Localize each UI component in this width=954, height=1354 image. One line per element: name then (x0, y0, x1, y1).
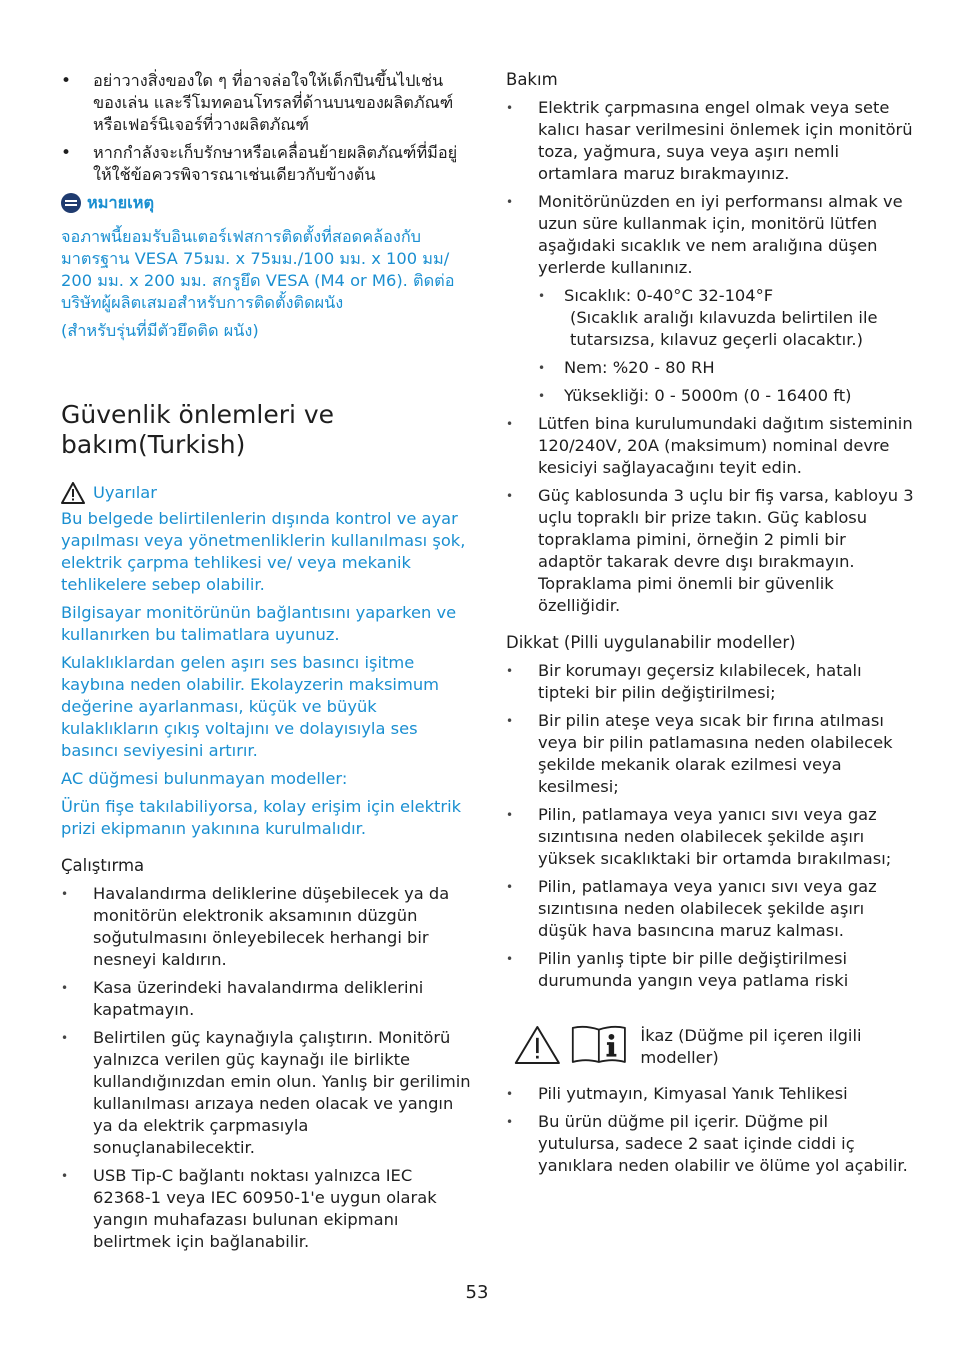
list-item: • Bir korumayı geçersiz kılabilecek, hatalı tipteki bir pilin değiştirilmesi; (506, 660, 914, 704)
right-column (506, 70, 914, 1183)
warnings-label: Uyarılar (93, 483, 157, 502)
operation-heading: Çalıştırma (61, 856, 145, 875)
warning-paragraph: Ürün fişe takılabiliyorsa, kolay erişim için elektrik prizi ekipmanın yakınına kurulmalıdır. (61, 797, 462, 838)
warning-triangle-icon (514, 1022, 561, 1068)
note-text: จอภาพนี้ยอมรับอินเตอร์เฟสการติดตั้งที่สอดคล้องกับมาตรฐาน VESA 75มม. x 75มม./100 มม. x 100 มม/ 200 มม. x 200 มม. สกรูยึด VESA (M4 or M6). ติดต่อบริษัทผู้ผลิตเสมอสำหรับการติดตั้งติดผนัง (61, 227, 455, 312)
list-item: • Pilin yanlış tipte bir pille değiştirilmesi durumunda yangın veya patlama riski (506, 948, 914, 992)
list-item: • USB Tip-C bağlantı noktası yalnızca IEC 62368-1 veya IEC 60950-1'e uygun olarak yangın muhafazası bulunan ekipmanı belirtmek için bağlanabilir. (61, 1165, 473, 1253)
operation-list (61, 883, 473, 1253)
sublist-item-humidity: • Nem: %20 - 80 RH (538, 357, 914, 379)
list-item: • หากกำลังจะเก็บรักษาหรือเคลื่อนย้ายผลิตภัณฑ์ที่มีอยู่ ให้ใช้ข้อควรพิจารณาเช่นเดียวกับข้างต้น (61, 142, 473, 186)
list-item: • Monitörünüzden en iyi performansı almak ve uzun süre kullanmak için, monitörü lütfen aşağıdaki sıcaklık ve nem aralığına düşen yerlerde kullanınız. (506, 191, 914, 279)
list-item: • Bu ürün düğme pil içerir. Düğme pil yutulursa, sadece 2 saat içinde ciddi iç yanıklara neden olabilir ve ölüme yol açabilir. (506, 1111, 914, 1177)
warning-paragraph: AC düğmesi bulunmayan modeller: (61, 769, 348, 788)
manual-info-icon (571, 1022, 627, 1066)
left-column (61, 70, 473, 1259)
list-item: • Kasa üzerindeki havalandırma deliklerini kapatmayın. (61, 977, 473, 1021)
page-number: 53 (465, 1282, 489, 1303)
maintenance-list-continued (506, 413, 914, 617)
ikaz-list (506, 1083, 914, 1177)
note-subtext: (สำหรับรุ่นที่มีตัวยึดติด ผนัง) (61, 321, 259, 340)
warning-triangle-icon (61, 482, 85, 504)
note-label: หมายเหตุ (87, 193, 155, 212)
maintenance-list (506, 97, 914, 279)
list-item: • อย่าวางสิ่งของใด ๆ ที่อาจล่อใจให้เด็กปีนขึ้นไปเช่น ของเล่น และรีโมทคอนโทรลที่ด้านบนของผลิตภัณฑ์หรือเฟอร์นิเจอร์ที่วางผลิตภัณฑ์ (61, 70, 473, 136)
list-item: • Belirtilen güç kaynağıyla çalıştırın. Monitörü yalnızca verilen güç kaynağı ile birlikte kullandığınızdan emin olun. Yanlış bir gerilimin kullanılması arızaya neden olacak ve yangın ya da elektrik çarpmasıyla sonuçlanabilecektir. (61, 1027, 473, 1159)
note-icon (61, 193, 81, 213)
ikaz-heading: İkaz (Düğme pil içeren ilgili modeller) (640, 1026, 862, 1067)
caution-heading: Dikkat (Pilli uygulanabilir modeller) (506, 633, 796, 652)
list-item: • Pilin, patlamaya veya yanıcı sıvı veya gaz sızıntısına neden olabilecek şekilde aşırı yüksek sıcaklıktaki bir ortamda bırakılması; (506, 804, 914, 870)
warning-paragraph: Bilgisayar monitörünün bağlantısını yaparken ve kullanırken bu talimatlara uyunuz. (61, 603, 457, 644)
sublist-item-altitude: • Yüksekliği: 0 - 5000m (0 - 16400 ft) (538, 385, 914, 407)
note-header (61, 192, 473, 214)
list-item: • Lütfen bina kurulumundaki dağıtım sisteminin 120/240V, 20A (maksimum) nominal devre kesiciyi sağlayacağını teyit edin. (506, 413, 914, 479)
list-item: • Havalandırma deliklerine düşebilecek ya da monitörün elektronik aksamının düzgün soğutulmasını önleyebilecek herhangi bir nesneyi kaldırın. (61, 883, 473, 971)
temperature-note: (Sıcaklık aralığı kılavuzda belirtilen ile tutarsızsa, kılavuz geçerli olacaktır.) (570, 308, 878, 349)
maintenance-sublist (506, 285, 914, 407)
list-item: • Elektrik çarpmasına engel olmak veya sete kalıcı hasar verilmesini önlemek için monitörü toza, yağmura, suya veya aşırı nemli ortamlara maruz bırakmayınız. (506, 97, 914, 185)
warning-paragraph: Kulaklıklardan gelen aşırı ses basıncı işitme kaybına neden olabilir. Ekolayzerin maksimum değerine ayarlanması, küçük ve büyük kulaklıkların çıkış voltajını ve dolayısıyla ses basıncı seviyesini artırır. (61, 653, 439, 760)
temperature-text: Sıcaklık: 0-40°C 32-104°F (564, 286, 774, 305)
page-title: Güvenlik önlemleri ve bakım(Turkish) (61, 400, 335, 459)
list-item: • Pilin, patlamaya veya yanıcı sıvı veya gaz sızıntısına neden olabilecek şekilde aşırı düşük hava basıncına maruz kalması. (506, 876, 914, 942)
sublist-item-temperature (538, 285, 914, 351)
maintenance-heading: Bakım (506, 70, 558, 89)
warning-paragraph: Bu belgede belirtilenlerin dışında kontrol ve ayar yapılması veya yönetmenliklerin kullanılması şok, elektrik çarpma tehlikesi ve/ veya mekanik tehlikelere sebep olabilir. (61, 509, 466, 594)
ikaz-block (514, 1022, 914, 1069)
thai-bullet-list (61, 70, 473, 186)
caution-list (506, 660, 914, 992)
list-item: • Güç kablosunda 3 uçlu bir fiş varsa, kabloyu 3 uçlu topraklı bir prize takın. Güç kablosu topraklama pimini, örneğin 2 pimli bir adaptör takarak devre dışı bırakmayın. Topraklama pimi önemli bir güvenlik özelliğidir. (506, 485, 914, 617)
list-item: • Pili yutmayın, Kimyasal Yanık Tehlikesi (506, 1083, 914, 1105)
warnings-header (61, 482, 473, 504)
list-item: • Bir pilin ateşe veya sıcak bir fırına atılması veya bir pilin patlamasına neden olabilecek şekilde mekanik olarak ezilmesi veya kesilmesi; (506, 710, 914, 798)
